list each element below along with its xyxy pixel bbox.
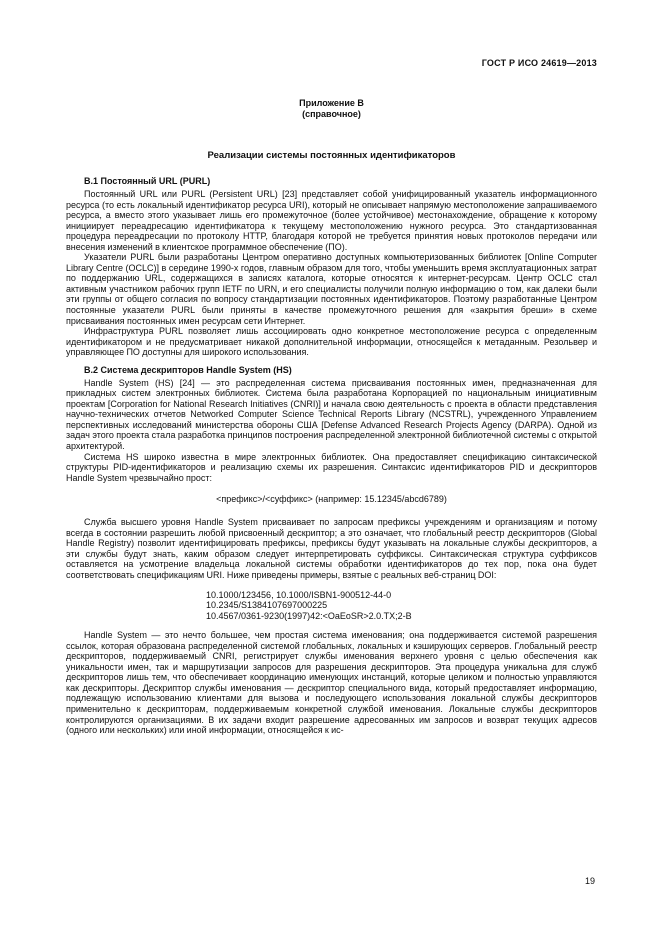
page-number: 19: [584, 876, 595, 886]
doi-example: 10.1000/123456, 10.1000/ISBN1-900512-44-0: [206, 589, 392, 600]
standard-number: ГОСТ Р ИСО 24619—2013: [481, 58, 597, 68]
paragraph-b2-1: Handle System (HS) [24] — это распределенная система присваивания постоянных имен, предназначенная для прикладных систем электронных библиотек. Система была разработана Корпорацией по национальным инициативным проектам [Corporation for National Research Initiatives (CNRI)] и начала свою деятельность с проекта в области представления научно-технических отчетов Networked Computer Science Technical Reports Library (NCSTRL), учрежденного Управлением перспективных исследований министерства обороны США [Defense Advanced Research Projects Agency (DARPA). Одной из задач этого проекта стала разработка принципов построения распределенной электронной библиотечной системы с открытой архитектурой.: [66, 377, 597, 452]
doi-examples: [206, 590, 597, 622]
annex-type: (справочное): [302, 109, 361, 119]
paragraph-b2-3: Служба высшего уровня Handle System присваивает по запросам префиксы учреждениям и организациям и потому всегда в состоянии разрешить любой присвоенный дескриптор; а это означает, что глобальный реестр дескрипторов (Global Handle Registry) позволит идентифицировать префиксы, префиксы будут указывать на локальные службы дескрипторов, а эти службы будут знать, каким образом следует интерпретировать суффиксы. Синтаксическая структура суффиксов оставляется на усмотрение владельца локальной системы обработки идентификаторов до тех пор, пока она будет соответствовать спецификациям URI. Ниже приведены примеры, взятые с реальных веб-страниц DOI:: [66, 517, 597, 580]
section-b1-heading: В.1 Постоянный URL (PURL): [84, 176, 211, 186]
paragraph-b2-2: Система HS широко известна в мире электронных библиотек. Она предоставляет спецификацию синтаксической структуры PID-идентификаторов и реализацию схемы их разрешения. Синтаксис идентификаторов PID и дескрипторов Handle System чрезвычайно прост:: [66, 451, 597, 483]
paragraph-b2-4: Handle System — это нечто большее, чем простая система именования; она поддерживается системой разрешения ссылок, которая образована распределенной системой глобальных, локальных и кэширующих серверов. Глобальный реестр дескрипторов, поддерживаемый CNRI, регистрирует службы именования верхнего уровня с целью обеспечения как уникальности имен, так и маршрутизации запросов для разрешения дескрипторов. Эта процедура уникальна для служб дескрипторов лишь тем, что обеспечивает координацию именующих инстанций, которые целиком и полностью управляются как дескрипторы. Дескриптор службы именования — дескриптор специального вида, который предоставляет информацию, подлежащую использованию клиентами для вызова и последующего использования локальной службы дескрипторов применительно к дескрипторам, поддерживаемым конкретной службой именования. Локальные службы дескрипторов контролируются организациями. В их задачи входит разрешение адресованных им запросов и возврат текущих адресов (одного или нескольких) или иной информации, относящейся к ис-: [66, 630, 597, 736]
paragraph-b1-2: Указатели PURL были разработаны Центром оперативно доступных компьютеризованных библиотек [Online Computer Library Centre (OCLC)] в середине 1990-х годов, главным образом для того, чтобы уменьшить время эксплуатационных затрат по поддержанию URL, содержащихся в записях каталога, которые относятся к интернет-ресурсам. Центр OCLC стал активным участником рабочих групп IETF по URN, и его специалисты получили полную информацию о том, как далеки были эти группы от общего согласия по вопросу стандартизации постоянных идентификаторов. Поэтому разработанные Центром постоянные указатели PURL были приняты в качестве промежуточного решения для «закрытия бреши» в схеме присваивания постоянных имен ресурсам сети Интернет.: [66, 252, 597, 326]
annex-title: Реализации системы постоянных идентификаторов: [207, 150, 456, 161]
doc-header: [66, 58, 597, 68]
section-b2-heading: В.2 Система дескрипторов Handle System (HS): [84, 364, 292, 375]
doi-example: 10.2345/S1384107697000225: [206, 600, 328, 611]
doi-example: 10.4567/0361-9230(1997)42:<ОаЕоSR>2.0.TX;2-B: [206, 610, 412, 621]
handle-syntax-formula: <префикс>/<суффикс> (например: 15.12345/abcd6789): [216, 494, 447, 505]
annex-label: Приложение В: [299, 98, 364, 108]
annex-block: [66, 98, 597, 120]
paragraph-b1-1: Постоянный URL или PURL (Persistent URL) [23] представляет собой унифицированный указатель информационного ресурса (то есть локальный идентификатор ресурса URI), который не описывает напрямую местоположение запрашиваемого ресурса, а вместо этого указывает лишь его промежуточное (более устойчивое) местонахождение, обращение к которому инициирует переадресацию идентификатора к текущему местоположению нужного ресурса. Это стандартизованная процедура переадресации по протоколу HTTP, благодаря которой не требуется принятия новых протоколов передачи или внесения изменений в клиентское программное обеспечение (ПО).: [66, 189, 597, 252]
paragraph-b1-3: Инфраструктура PURL позволяет лишь ассоциировать одно конкретное местоположение ресурса с определенным идентификатором и не предусматривает никакой дополнительной информации, относящейся к метаданным. Резольвер и управляющее ПО доступны для широкого использования.: [66, 326, 597, 358]
